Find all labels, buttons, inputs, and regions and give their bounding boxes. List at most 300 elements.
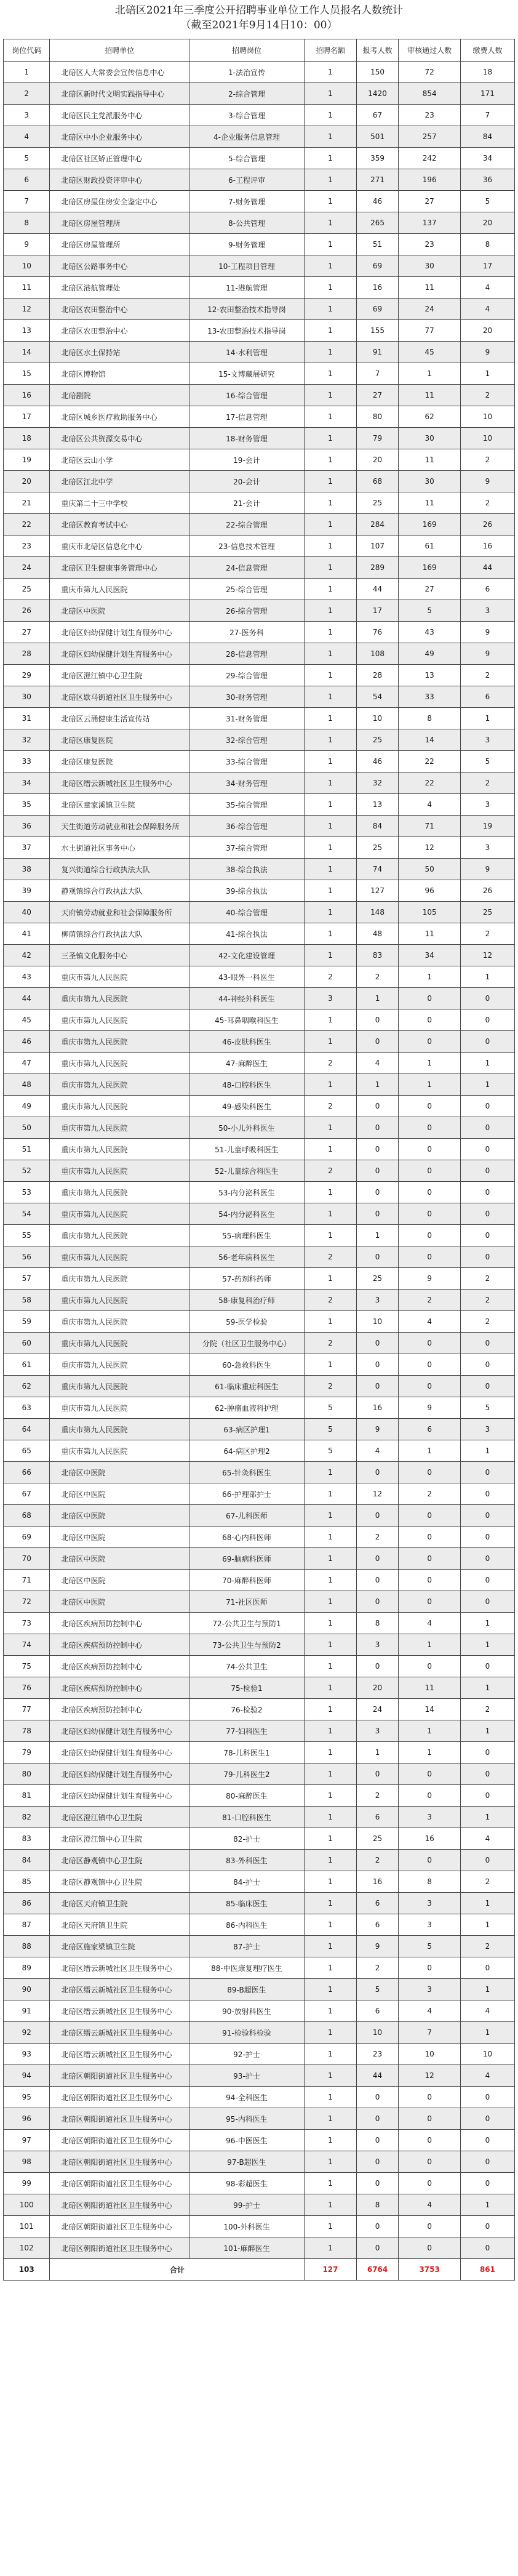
quota-cell: 1 [305,2022,357,2044]
employer-cell: 重庆市第九人民医院 [50,1333,189,1354]
employer-cell: 重庆市第九人民医院 [50,1096,189,1117]
position-name-cell: 69-脑病科医师 [189,1548,304,1570]
employer-cell: 重庆市第九人民医院 [50,1203,189,1225]
position-name-cell: 92-护士 [189,2044,304,2065]
position-name-cell: 63-病区护理1 [189,1419,304,1440]
position-name-cell: 4-企业服务信息管理 [189,126,304,148]
table-row [4,1742,515,1763]
position-name-cell: 51-儿童呼吸科医生 [189,1139,304,1160]
quota-cell: 1 [305,1763,357,1785]
employer-cell: 静观镇综合行政执法大队 [50,880,189,902]
paid-count-cell: 10 [460,406,514,428]
position-code-cell: 45 [4,1009,50,1031]
position-name-cell: 64-病区护理2 [189,1440,304,1462]
quota-cell: 1 [305,859,357,880]
quota-cell: 1 [305,1591,357,1613]
position-name-cell: 21-会计 [189,492,304,514]
table-row [4,514,515,536]
paid-count-cell: 0 [460,1505,514,1527]
position-code-cell: 80 [4,1763,50,1785]
employer-cell: 天府镇劳动就业和社会保障服务所 [50,902,189,923]
applicant-count-cell: 28 [356,665,399,686]
applicant-count-cell: 7 [356,363,399,385]
position-code-cell: 90 [4,1979,50,2000]
position-code-cell: 94 [4,2065,50,2087]
position-code-cell: 52 [4,1160,50,1182]
table-row [4,794,515,816]
position-code-cell: 4 [4,126,50,148]
applicant-count-cell: 16 [356,277,399,299]
table-row [4,1182,515,1203]
applicant-count-cell: 8 [356,1613,399,1634]
header-cell: 审核通过人数 [399,39,461,62]
approved-count-cell: 1 [399,1053,461,1074]
position-name-cell: 55-病理科医生 [189,1225,304,1246]
position-name-cell: 13-农田整治技术指导岗 [189,320,304,342]
approved-count-cell: 11 [399,1677,461,1699]
employer-cell: 重庆市第九人民医院 [50,1419,189,1440]
position-code-cell: 30 [4,686,50,708]
paid-count-cell: 5 [460,751,514,772]
position-name-cell: 80-麻醉医生 [189,1785,304,1807]
employer-cell: 北碚区疾病预防控制中心 [50,1699,189,1720]
applicant-count-cell: 44 [356,2065,399,2087]
position-code-cell: 25 [4,579,50,600]
quota-cell: 1 [305,600,357,622]
quota-cell: 1 [305,83,357,105]
applicant-count-cell: 0 [356,1591,399,1613]
employer-cell: 北碚区朝阳街道社区卫生服务中心 [50,2151,189,2173]
position-name-cell: 24-信息管理 [189,557,304,579]
approved-count-cell: 3 [399,1807,461,1828]
applicant-count-cell: 271 [356,169,399,191]
table-row [4,363,515,385]
paid-count-cell: 0 [460,1742,514,1763]
position-name-cell: 47-麻醉医生 [189,1053,304,1074]
paid-count-cell: 2 [460,492,514,514]
position-name-cell: 90-放射科医生 [189,2000,304,2022]
approved-count-cell: 0 [399,1570,461,1591]
quota-cell: 1 [305,751,357,772]
employer-cell: 北碚区妇幼保健计划生育服务中心 [50,622,189,643]
applicants-table [3,39,515,2281]
position-code-cell: 48 [4,1074,50,1096]
quota-cell: 1 [305,1807,357,1828]
approved-count-cell: 0 [399,1462,461,1483]
approved-count-cell: 10 [399,2044,461,2065]
position-code-cell: 32 [4,729,50,751]
employer-cell: 北碚区中医院 [50,1483,189,1505]
approved-count-cell: 71 [399,816,461,837]
position-name-cell: 17-信息管理 [189,406,304,428]
employer-cell: 北碚区缙云新城社区卫生服务中心 [50,1979,189,2000]
position-code-cell: 34 [4,772,50,794]
table-row [4,1591,515,1613]
header-cell: 报考人数 [356,39,399,62]
table-row [4,1828,515,1850]
position-code-cell: 82 [4,1807,50,1828]
employer-cell: 北碚区农田整治中心 [50,299,189,320]
employer-cell: 北碚区教育考试中心 [50,514,189,536]
table-row [4,1483,515,1505]
applicant-count-cell: 46 [356,191,399,212]
approved-count-cell: 3 [399,1914,461,1936]
quota-cell: 1 [305,837,357,859]
paid-count-cell: 2 [460,1699,514,1720]
quota-cell: 1 [305,1699,357,1720]
quota-cell: 1 [305,2194,357,2216]
employer-cell: 重庆市第九人民医院 [50,1225,189,1246]
approved-count-cell: 196 [399,169,461,191]
applicant-count-cell: 48 [356,923,399,945]
approved-count-cell: 13 [399,665,461,686]
table-row [4,169,515,191]
approved-count-cell: 0 [399,1182,461,1203]
applicant-count-cell: 0 [356,1570,399,1591]
paid-count-cell: 2 [460,385,514,406]
position-code-cell: 35 [4,794,50,816]
position-name-cell: 54-内分泌科医生 [189,1203,304,1225]
table-row [4,686,515,708]
employer-cell: 三圣镇文化服务中心 [50,945,189,966]
position-name-cell: 91-检验科检验 [189,2022,304,2044]
quota-cell: 1 [305,2173,357,2194]
employer-cell: 北碚区缙云新城社区卫生服务中心 [50,2000,189,2022]
quota-cell: 1 [305,1117,357,1139]
paid-count-cell: 5 [460,191,514,212]
paid-count-cell: 6 [460,579,514,600]
paid-count-cell: 0 [460,1117,514,1139]
quota-cell: 1 [305,385,357,406]
employer-cell: 重庆市第九人民医院 [50,1117,189,1139]
position-code-cell: 40 [4,902,50,923]
approved-count-cell: 30 [399,255,461,277]
paid-count-cell: 0 [460,1225,514,1246]
position-code-cell: 58 [4,1290,50,1311]
quota-cell: 1 [305,1850,357,1871]
approved-count-cell: 0 [399,2130,461,2151]
employer-cell: 北碚区天府镇卫生院 [50,1893,189,1914]
approved-count-cell: 0 [399,1785,461,1807]
position-name-cell: 34-财务管理 [189,772,304,794]
table-row [4,1850,515,1871]
applicant-count-cell: 5 [356,1979,399,2000]
position-code-cell: 83 [4,1828,50,1850]
quota-cell: 1 [305,1613,357,1634]
approved-count-cell: 1 [399,1742,461,1763]
table-row [4,1009,515,1031]
position-code-cell: 46 [4,1031,50,1053]
paid-count-cell: 0 [460,1096,514,1117]
quota-cell: 1 [305,2087,357,2108]
applicant-count-cell: 3 [356,1290,399,1311]
employer-cell: 重庆市第九人民医院 [50,1311,189,1333]
total-row [4,2259,515,2281]
table-row [4,1031,515,1053]
approved-count-cell: 1 [399,966,461,988]
applicant-count-cell: 27 [356,385,399,406]
position-code-cell: 13 [4,320,50,342]
approved-count-cell: 2 [399,1483,461,1505]
position-name-cell: 57-药剂科药师 [189,1268,304,1290]
position-code-cell: 27 [4,622,50,643]
paid-count-cell: 1 [460,1677,514,1699]
quota-cell: 1 [305,1074,357,1096]
quota-cell: 1 [305,299,357,320]
employer-cell: 北碚区妇幼保健计划生育服务中心 [50,1742,189,1763]
position-name-cell: 9-财务管理 [189,234,304,255]
applicant-count-cell: 1 [356,1742,399,1763]
position-code-cell: 50 [4,1117,50,1139]
quota-cell: 1 [305,686,357,708]
paid-count-cell: 10 [460,428,514,449]
quota-cell: 1 [305,1656,357,1677]
position-name-cell: 67-儿科医师 [189,1505,304,1527]
table-row [4,1634,515,1656]
approved-count-cell: 0 [399,1225,461,1246]
employer-cell: 北碚区缙云新城社区卫生服务中心 [50,772,189,794]
approved-count-cell: 61 [399,536,461,557]
paid-count-cell: 0 [460,1483,514,1505]
employer-cell: 北碚区中小企业服务中心 [50,126,189,148]
employer-cell: 北碚区城乡医疗救助服务中心 [50,406,189,428]
approved-count-cell: 0 [399,1548,461,1570]
paid-count-cell: 0 [460,2173,514,2194]
position-name-cell: 1-法治宣传 [189,62,304,83]
approved-count-cell: 1 [399,363,461,385]
position-name-cell: 99-护士 [189,2194,304,2216]
position-name-cell: 84-护士 [189,1871,304,1893]
quota-cell: 1 [305,557,357,579]
applicant-count-cell: 69 [356,255,399,277]
table-row [4,880,515,902]
applicant-count-cell: 0 [356,2130,399,2151]
paid-count-cell: 4 [460,1828,514,1850]
quota-cell: 2 [305,1376,357,1397]
employer-cell: 北碚区静观镇中心卫生院 [50,1871,189,1893]
table-row [4,2022,515,2044]
position-name-cell: 45-耳鼻咽喉科医生 [189,1009,304,1031]
paid-count-cell: 3 [460,1419,514,1440]
employer-cell: 北碚区施家梁镇卫生院 [50,1936,189,1957]
paid-count-cell: 20 [460,320,514,342]
applicant-count-cell: 83 [356,945,399,966]
applicant-count-cell: 6 [356,1893,399,1914]
position-name-cell: 79-儿科医生2 [189,1763,304,1785]
approved-count-cell: 23 [399,105,461,126]
employer-cell: 北碚区澄江镇中心卫生院 [50,1807,189,1828]
quota-cell: 1 [305,2065,357,2087]
applicant-count-cell: 20 [356,449,399,471]
applicant-count-cell: 4 [356,1440,399,1462]
approved-count-cell: 0 [399,1203,461,1225]
employer-cell: 北碚区中医院 [50,1527,189,1548]
approved-count-cell: 1 [399,1074,461,1096]
quota-cell: 1 [305,729,357,751]
approved-count-cell: 137 [399,212,461,234]
position-name-cell: 32-综合管理 [189,729,304,751]
position-name-cell: 81-口腔科医生 [189,1807,304,1828]
paid-count-cell: 18 [460,62,514,83]
position-code-cell: 91 [4,2000,50,2022]
position-name-cell: 28-信息管理 [189,643,304,665]
paid-count-cell: 36 [460,169,514,191]
quota-cell: 1 [305,363,357,385]
quota-cell: 1 [305,1742,357,1763]
position-code-cell: 7 [4,191,50,212]
paid-count-cell: 3 [460,600,514,622]
paid-count-cell: 7 [460,105,514,126]
applicant-count-cell: 0 [356,2237,399,2259]
applicant-count-cell: 1 [356,988,399,1009]
approved-count-cell: 0 [399,1096,461,1117]
position-name-cell: 61-临床重症科医生 [189,1376,304,1397]
position-name-cell: 68-心内科医师 [189,1527,304,1548]
paid-count-cell: 0 [460,1527,514,1548]
table-row [4,385,515,406]
paid-count-cell: 26 [460,880,514,902]
employer-cell: 重庆市第九人民医院 [50,1246,189,1268]
quota-cell: 1 [305,148,357,169]
employer-cell: 重庆市第九人民医院 [50,1182,189,1203]
position-code-cell: 61 [4,1354,50,1376]
employer-cell: 北碚区财政投资评审中心 [50,169,189,191]
quota-cell: 1 [305,708,357,729]
position-name-cell: 38-综合执法 [189,859,304,880]
employer-cell: 重庆市第九人民医院 [50,1139,189,1160]
applicant-count-cell: 46 [356,751,399,772]
applicant-count-cell: 10 [356,1311,399,1333]
quota-cell: 1 [305,1527,357,1548]
employer-cell: 北碚区康复医院 [50,729,189,751]
paid-count-cell: 0 [460,1376,514,1397]
quota-cell: 1 [305,406,357,428]
paid-count-cell: 0 [460,1763,514,1785]
approved-count-cell: 0 [399,1957,461,1979]
position-code-cell: 69 [4,1527,50,1548]
table-row [4,1268,515,1290]
position-code-cell: 23 [4,536,50,557]
quota-cell: 1 [305,536,357,557]
position-code-cell: 86 [4,1893,50,1914]
table-row [4,665,515,686]
quota-cell: 1 [305,1031,357,1053]
position-code-cell: 18 [4,428,50,449]
quota-cell: 5 [305,1419,357,1440]
paid-count-cell: 5 [460,1397,514,1419]
quota-cell: 1 [305,105,357,126]
position-name-cell: 20-会计 [189,471,304,492]
position-name-cell: 82-护士 [189,1828,304,1850]
position-name-cell: 23-信息技术管理 [189,536,304,557]
approved-count-cell: 34 [399,945,461,966]
paid-count-cell: 26 [460,514,514,536]
table-row [4,1613,515,1634]
applicant-count-cell: 108 [356,643,399,665]
employer-cell: 重庆市第九人民医院 [50,1354,189,1376]
quota-cell: 1 [305,492,357,514]
table-row [4,428,515,449]
applicant-count-cell: 54 [356,686,399,708]
position-name-cell: 52-儿童综合科医生 [189,1160,304,1182]
paid-count-cell: 1 [460,1053,514,1074]
approved-count-cell: 33 [399,686,461,708]
table-row [4,622,515,643]
paid-count-cell: 10 [460,2044,514,2065]
quota-cell: 1 [305,1182,357,1203]
position-code-cell: 79 [4,1742,50,1763]
applicant-count-cell: 68 [356,471,399,492]
paid-count-cell: 0 [460,1957,514,1979]
paid-count-cell: 1 [460,1074,514,1096]
approved-count-cell: 50 [399,859,461,880]
table-row [4,643,515,665]
applicant-count-cell: 1 [356,1074,399,1096]
quota-cell: 1 [305,1548,357,1570]
approved-count-cell: 30 [399,428,461,449]
quota-cell: 1 [305,1785,357,1807]
table-row [4,2130,515,2151]
position-code-cell: 60 [4,1333,50,1354]
position-code-cell: 38 [4,859,50,880]
table-row [4,255,515,277]
paid-count-cell: 0 [460,1570,514,1591]
position-name-cell: 18-财务管理 [189,428,304,449]
quota-cell: 1 [305,255,357,277]
position-code-cell: 44 [4,988,50,1009]
position-code-cell: 16 [4,385,50,406]
applicant-count-cell: 80 [356,406,399,428]
table-row [4,83,515,105]
quota-cell: 1 [305,816,357,837]
paid-count-cell: 1 [460,708,514,729]
table-row [4,2194,515,2216]
applicant-count-cell: 32 [356,772,399,794]
applicant-count-cell: 0 [356,1333,399,1354]
employer-cell: 北碚区康复医院 [50,751,189,772]
position-name-cell: 97-B超医生 [189,2151,304,2173]
approved-count-cell: 4 [399,1613,461,1634]
employer-cell: 北碚剧院 [50,385,189,406]
quota-cell: 5 [305,1397,357,1419]
table-row [4,320,515,342]
approved-count-cell: 22 [399,751,461,772]
table-row [4,1936,515,1957]
applicant-count-cell: 0 [356,1246,399,1268]
position-code-cell: 2 [4,83,50,105]
header-cell: 岗位代码 [4,39,50,62]
quota-cell: 2 [305,1096,357,1117]
page-subtitle: （截至2021年9月14日10：00） [180,19,338,31]
position-code-cell: 1 [4,62,50,83]
approved-count-cell: 0 [399,1354,461,1376]
employer-cell: 北碚区农田整治中心 [50,320,189,342]
approved-count-cell: 12 [399,837,461,859]
employer-cell: 北碚区云涌健康生活宣传站 [50,708,189,729]
paid-count-cell: 1 [460,2194,514,2216]
position-name-cell: 89-B超医生 [189,1979,304,2000]
quota-cell: 1 [305,1203,357,1225]
paid-count-cell: 20 [460,212,514,234]
table-row [4,105,515,126]
employer-cell: 北碚区中医院 [50,600,189,622]
table-row [4,1763,515,1785]
applicant-count-cell: 17 [356,600,399,622]
paid-count-cell: 0 [460,1656,514,1677]
applicant-count-cell: 69 [356,299,399,320]
paid-count-cell: 3 [460,794,514,816]
total-label-cell: 合计 [50,2259,305,2281]
